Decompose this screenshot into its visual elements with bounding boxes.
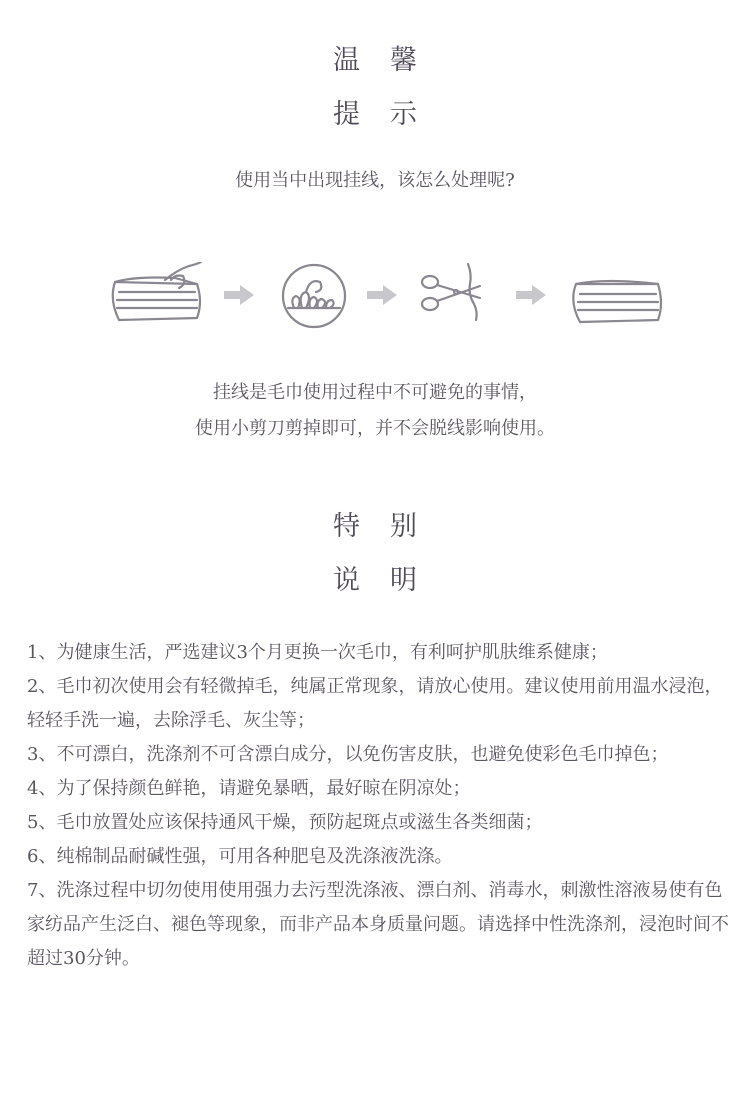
- care-notes-list: [27, 636, 732, 976]
- snag-fix-steps: [0, 252, 750, 342]
- snag-explanation-line2: 使用小剪刀剪掉即可，并不会脱线影响使用。: [195, 418, 555, 439]
- care-note-7: 7、洗涤过程中切勿使用使用强力去污型洗涤液、漂白剂、消毒水，刺激性溶液易使有色家纺品产生泛白、褪色等现象，而非产品本身质量问题。请选择中性洗涤剂，浸泡时间不超过30分钟。: [27, 880, 729, 969]
- folded-towel-with-pulled-thread-icon: [105, 262, 205, 327]
- snag-question: 使用当中出现挂线，该怎么处理呢?: [235, 170, 515, 191]
- scissors-icon: [418, 260, 488, 322]
- care-note-1: 1、为健康生活，严选建议3个月更换一次毛巾，有利呵护肌肤维系健康；: [27, 642, 608, 663]
- care-note-2: 2、毛巾初次使用会有轻微掉毛，纯属正常现象，请放心使用。建议使用前用温水浸泡，轻轻手洗一遍，去除浮毛、灰尘等；: [27, 676, 723, 731]
- care-note-6: 6、纯棉制品耐碱性强，可用各种肥皂及洗涤液洗涤。: [27, 846, 453, 867]
- care-note-3: 3、不可漂白，洗涤剂不可含漂白成分，以免伤害皮肤，也避免使彩色毛巾掉色；: [27, 744, 669, 765]
- snag-explanation-line1: 挂线是毛巾使用过程中不可避免的事情，: [213, 382, 537, 403]
- towel-loops-magnified-icon: [280, 262, 348, 330]
- care-tips-heading-line2: 提示: [333, 99, 447, 130]
- arrow-right-icon: [222, 284, 256, 306]
- special-notes-heading-line2: 说明: [333, 565, 447, 596]
- care-note-5: 5、毛巾放置处应该保持通风干燥，预防起斑点或滋生各类细菌；: [27, 812, 543, 833]
- care-note-4: 4、为了保持颜色鲜艳，请避免暴晒，最好晾在阴凉处；: [27, 778, 471, 799]
- special-notes-heading-line1: 特别: [333, 511, 447, 542]
- folded-towel-icon: [566, 270, 666, 328]
- arrow-right-icon: [514, 284, 548, 306]
- arrow-right-icon: [365, 284, 399, 306]
- care-tips-heading-line1: 温馨: [333, 45, 447, 76]
